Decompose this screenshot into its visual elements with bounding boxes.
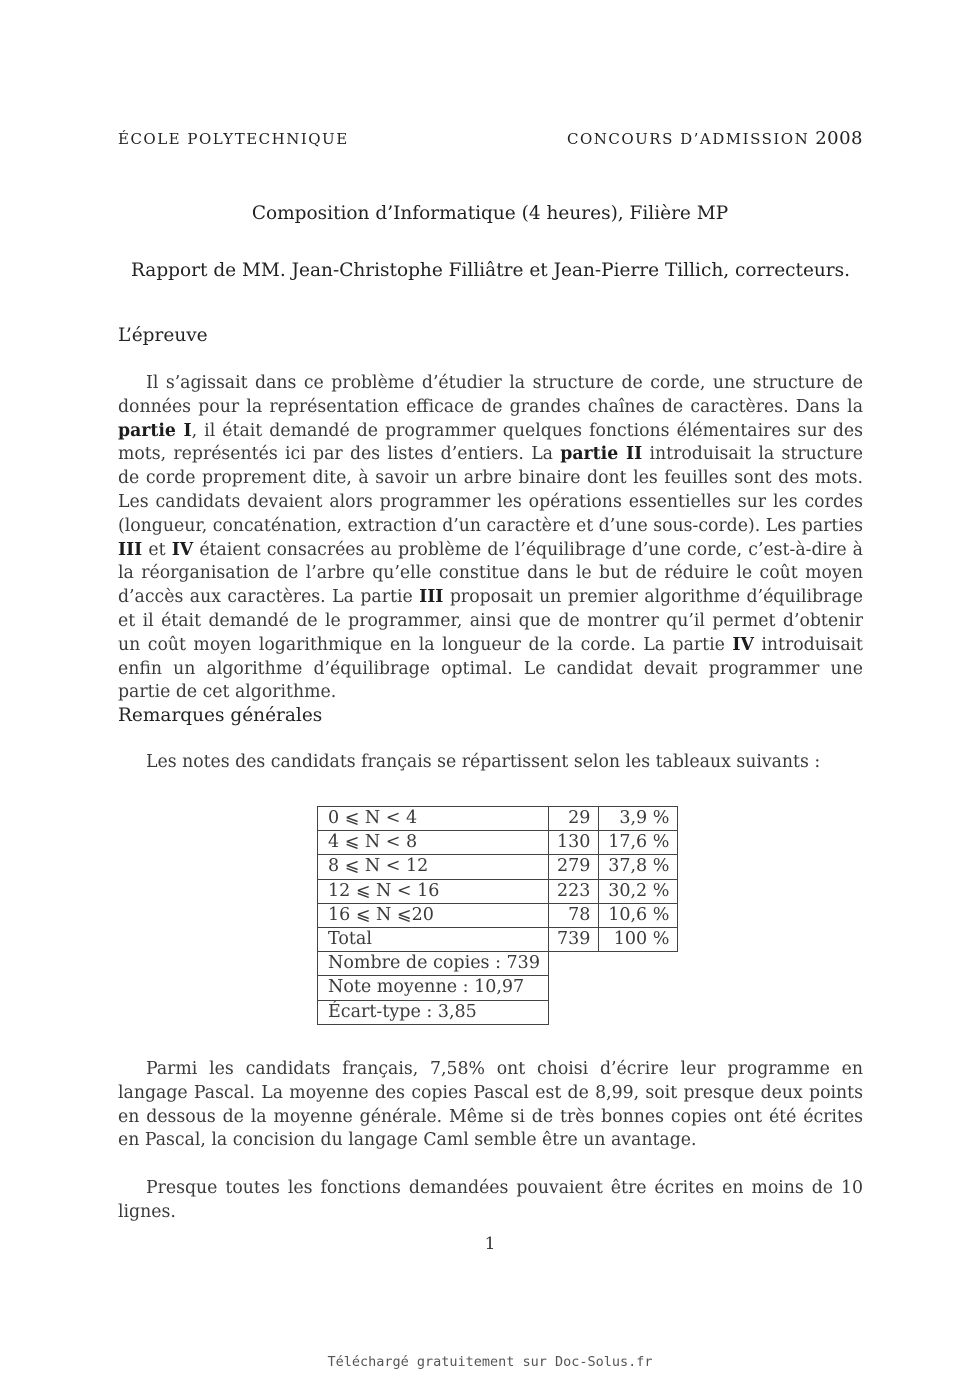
- text-run: introduisait la structure de corde proprement dite, à savoir un arbre binaire dont les feuilles sont des mots. Les candidats devaient alors programmer les opérations essentielles sur les cordes (longueur, concaténation, extraction d’un caractère et d’une sous-corde). Les parties: [118, 444, 863, 536]
- text-run: Il s’agissait dans ce problème d’étudier la structure de corde, une structure de données pour la représentation efficace de grandes chaînes de caractères. Dans la: [118, 373, 863, 417]
- table-cell-count: 78: [548, 903, 598, 927]
- section-heading-remarques: Remarques générales: [118, 705, 323, 726]
- grades-table: [317, 806, 678, 1025]
- table-row-stat: [318, 1000, 678, 1024]
- table-cell-range: 12 ⩽ N < 16: [318, 879, 549, 903]
- bold-run: IV: [171, 539, 194, 560]
- text-run: Presque toutes les fonctions demandées pouvaient être écrites en moins de 10 lignes.: [118, 1178, 863, 1222]
- table-cell-count: 130: [548, 831, 598, 855]
- header-school: ÉCOLE POLYTECHNIQUE: [118, 130, 349, 148]
- table-cell-total-percent: 100 %: [599, 927, 678, 951]
- table-row-stat: [318, 976, 678, 1000]
- table-row: [318, 807, 678, 831]
- download-footer: Téléchargé gratuitement sur Doc-Solus.fr: [327, 1354, 653, 1370]
- table-cell-range: 8 ⩽ N < 12: [318, 855, 549, 879]
- section-heading-epreuve: L’épreuve: [118, 325, 208, 346]
- table-cell-range: 0 ⩽ N < 4: [318, 807, 549, 831]
- text-run: Parmi les candidats français, 7,58% ont choisi d’écrire leur programme en langage Pascal. La moyenne des copies Pascal est de 8,99, soit presque deux points en dessous de la moyenne générale. Même si de très bonnes copies ont été écrites en Pascal, la concision du langage Caml semble être un avantage.: [118, 1059, 863, 1151]
- bold-run: partie II: [560, 444, 643, 465]
- table-row: [318, 831, 678, 855]
- text-run: proposait un premier algorithme d’équilibrage et il était demandé de le programmer, ainsi que de montrer qu’il permet d’obtenir un coût moyen logarithmique en la longueur de la corde. La partie: [118, 587, 863, 655]
- table-cell-percent: 30,2 %: [599, 879, 678, 903]
- text-run: étaient consacrées au problème de l’équilibrage d’une corde, c’est-à-dire à la réorganisation de l’arbre qu’elle constitue dans le but de réduire le coût moyen d’accès aux caractères. La partie: [118, 539, 863, 608]
- table-cell-total-label: Total: [318, 927, 549, 951]
- table-cell-percent: 17,6 %: [599, 831, 678, 855]
- table-cell-copies: Nombre de copies : 739: [318, 952, 549, 976]
- table-cell-count: 223: [548, 879, 598, 903]
- table-row: [318, 903, 678, 927]
- bold-run: III: [118, 539, 143, 560]
- table-cell-empty: [548, 952, 677, 976]
- bold-run: IV: [732, 634, 754, 655]
- header-exam-label: CONCOURS D’ADMISSION: [566, 130, 810, 148]
- bold-run: partie I: [118, 420, 192, 441]
- table-cell-count: 279: [548, 855, 598, 879]
- table-row: [318, 879, 678, 903]
- table-cell-empty: [548, 976, 677, 1000]
- table-cell-mean: Note moyenne : 10,97: [318, 976, 549, 1000]
- header-year: 2008: [815, 128, 863, 149]
- table-cell-percent: 10,6 %: [599, 903, 678, 927]
- paragraph-epreuve: [118, 372, 863, 705]
- table-row: [318, 855, 678, 879]
- text-run: , il était demandé de programmer quelques fonctions élémentaires sur des mots, représentés ici par des listes d’entiers. La: [118, 420, 864, 465]
- table-cell-range: 16 ⩽ N ⩽20: [318, 903, 549, 927]
- table-cell-percent: 37,8 %: [599, 855, 678, 879]
- page-number: 1: [484, 1234, 496, 1254]
- paragraph-pascal: [118, 1058, 863, 1153]
- table-cell-percent: 3,9 %: [599, 807, 678, 831]
- text-run: Les notes des candidats français se répartissent selon les tableaux suivants :: [146, 752, 821, 772]
- table-cell-total-count: 739: [548, 927, 598, 951]
- paragraph-notes-intro: [118, 751, 863, 775]
- table-row-stat: [318, 952, 678, 976]
- text-run: introduisait enfin un algorithme d’équilibrage optimal. Le candidat devait programmer une partie de cet algorithme.: [118, 634, 863, 703]
- table-cell-stddev: Écart-type : 3,85: [318, 1000, 549, 1024]
- text-run: et: [142, 539, 172, 560]
- table-cell-range: 4 ⩽ N < 8: [318, 831, 549, 855]
- document-title: Composition d’Informatique (4 heures), Filière MP: [251, 203, 729, 224]
- bold-run: III: [419, 587, 444, 608]
- page-header: [118, 128, 863, 149]
- document-reporters: Rapport de MM. Jean-Christophe Filliâtre et Jean-Pierre Tillich, correcteurs.: [130, 260, 851, 281]
- paragraph-fonctions: [118, 1177, 863, 1225]
- table-cell-count: 29: [548, 807, 598, 831]
- table-row-total: [318, 927, 678, 951]
- header-exam: [567, 128, 863, 149]
- table-cell-empty: [548, 1000, 677, 1024]
